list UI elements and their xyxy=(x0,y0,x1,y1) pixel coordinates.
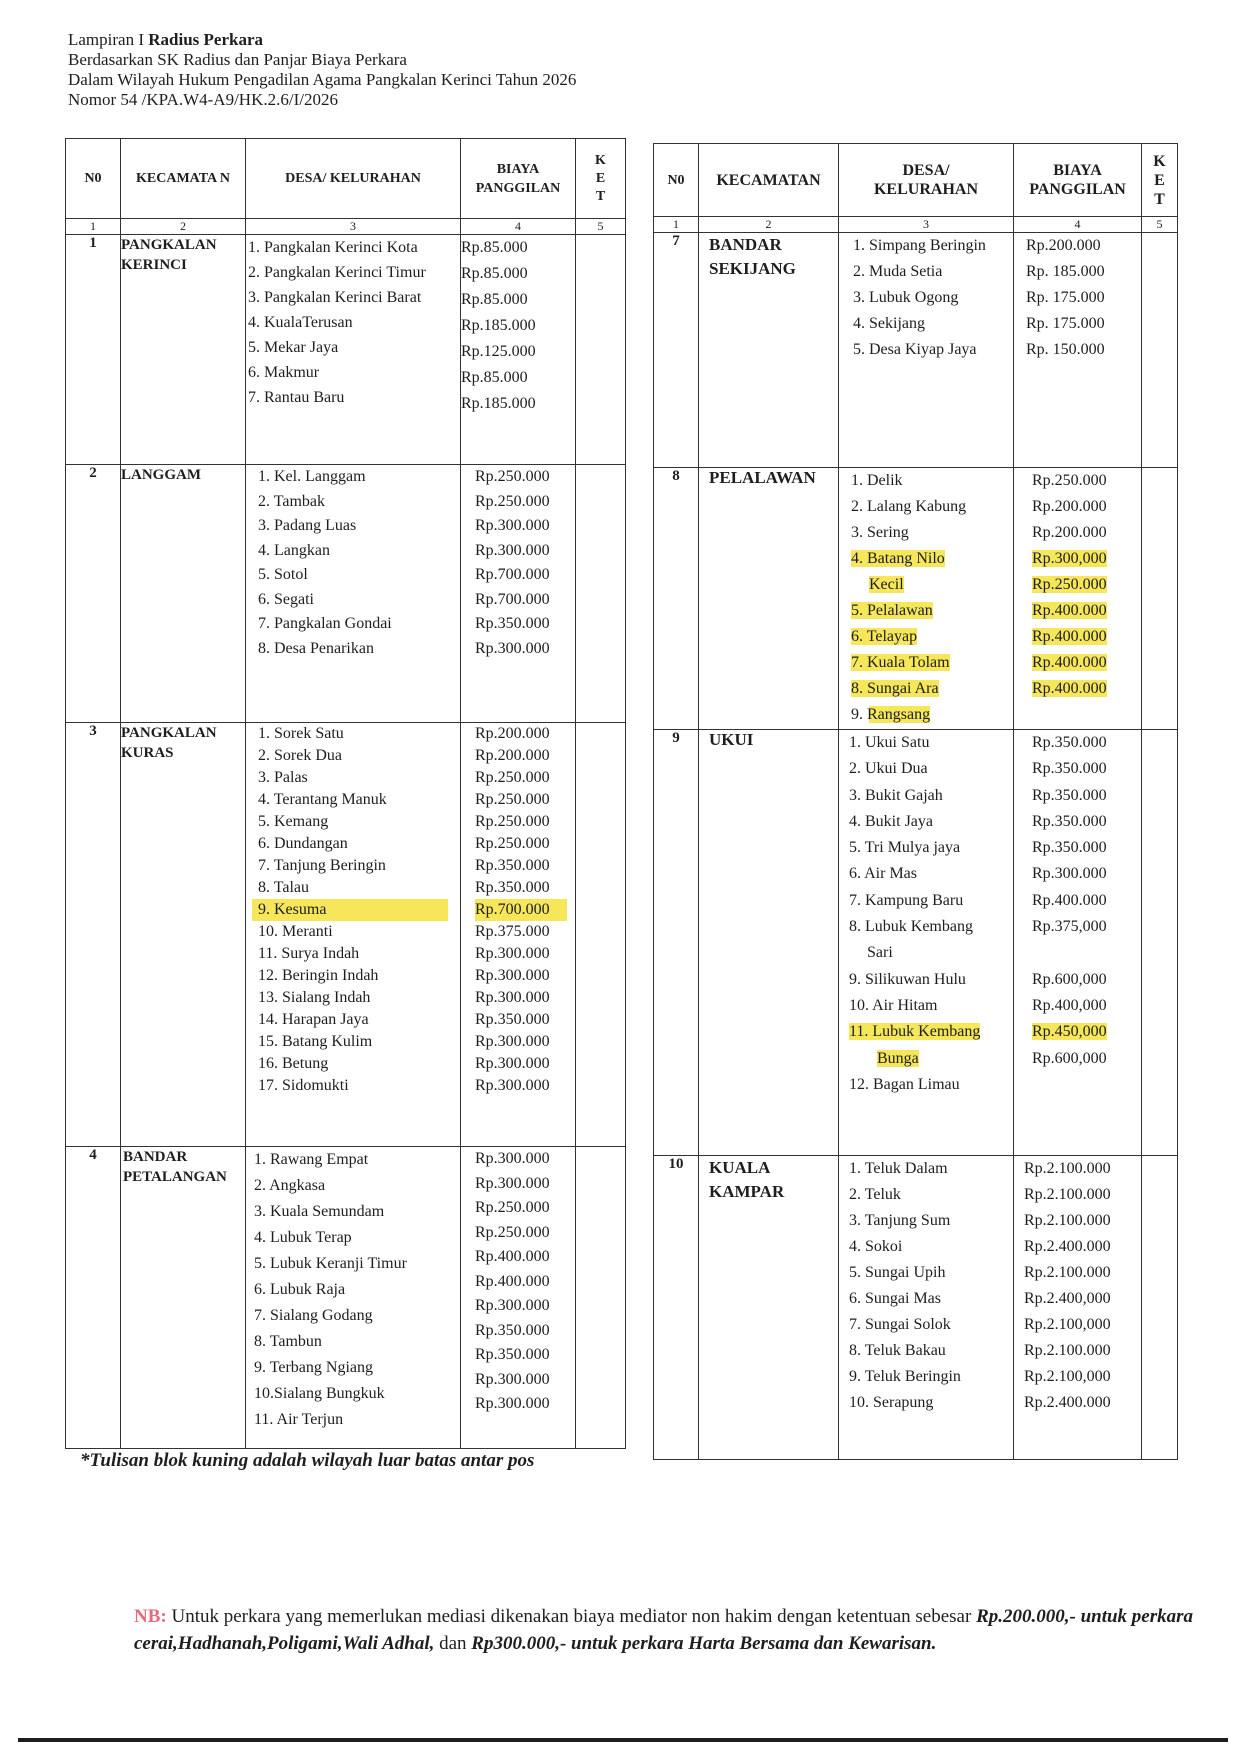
bottom-rule xyxy=(18,1738,1228,1742)
biaya-list: Rp.250.000 Rp.200.000 Rp.200.000 Rp.300,000 Rp.250.000 Rp.400.000 Rp.400.000 Rp.400.000 Rp.400.000 xyxy=(1014,468,1142,730)
highlighted-biaya: Rp.700.000 xyxy=(475,899,567,921)
biaya-list: Rp.250.000 Rp.250.000 Rp.300.000 Rp.300.000 Rp.700.000 Rp.700.000 Rp.350.000 Rp.300.000 xyxy=(461,465,576,723)
highlighted-desa: 8. Sungai Ara xyxy=(851,680,939,697)
biaya-list: Rp.350.000 Rp.350.000 Rp.350.000 Rp.350.000 Rp.350.000 Rp.300.000 Rp.400.000 Rp.375,000 Rp.600,000 Rp.400,000 Rp.450,000 Rp.600,000 xyxy=(1014,730,1142,1156)
highlighted-biaya: Rp.400.000 xyxy=(1032,654,1107,671)
highlighted-desa: 9. Kesuma xyxy=(252,899,448,921)
table-row: 2 LANGGAM 1. Kel. Langgam 2. Tambak 3. Padang Luas 4. Langkan 5. Sotol 6. Segati 7. Pangkalan Gondai 8. Desa Penarikan Rp.250.000 Rp.250.000 Rp.300.000 Rp.300.000 Rp.700.000 Rp.700.000 Rp.350.000 Rp.300.000 xyxy=(66,465,626,723)
table-row: 8 PELALAWAN 1. Delik 2. Lalang Kabung 3. Sering 4. Batang Nilo Kecil 5. Pelalawan 6. Telayap 7. Kuala Tolam 8. Sungai Ara 9. Rangsang Rp.250.000 Rp.200.000 Rp.200.000 Rp.300,000 Rp.250.000 Rp.400.000 Rp.400.000 Rp.400.000 Rp.400.000 xyxy=(654,468,1178,730)
nb-label: NB: xyxy=(134,1606,167,1627)
highlighted-biaya: Rp.450,000 xyxy=(1032,1023,1107,1041)
desa-list: 1. Delik 2. Lalang Kabung 3. Sering 4. Batang Nilo Kecil 5. Pelalawan 6. Telayap 7. Kuala Tolam 8. Sungai Ara 9. Rangsang xyxy=(839,468,1014,730)
header-line-3: Dalam Wilayah Hukum Pengadilan Agama Pangkalan Kerinci Tahun 2026 xyxy=(68,70,577,89)
header-biaya: BIAYA PANGGILAN xyxy=(461,139,576,219)
highlighted-desa: 4. Batang Nilo xyxy=(851,550,945,567)
highlighted-biaya: Rp.400.000 xyxy=(1032,628,1107,645)
right-radius-table xyxy=(653,143,1178,1460)
biaya-list: Rp.85.000 Rp.85.000 Rp.85.000 Rp.185.000 Rp.125.000 Rp.85.000 Rp.185.000 xyxy=(461,235,576,465)
desa-list: 1. Sorek Satu 2. Sorek Dua 3. Palas 4. Terantang Manuk 5. Kemang 6. Dundangan 7. Tanjung Beringin 8. Talau 9. Kesuma 10. Meranti 11. Surya Indah 12. Beringin Indah 13. Sialang Indah 14. Harapan Jaya 15. Batang Kulim 16. Betung 17. Sidomukti xyxy=(246,723,461,1147)
column-index-row: 1 2 3 4 5 xyxy=(66,219,626,235)
biaya-list: Rp.200.000 Rp. 185.000 Rp. 175.000 Rp. 175.000 Rp. 150.000 xyxy=(1014,233,1142,468)
highlighted-desa: 5. Pelalawan xyxy=(851,602,933,619)
table-row: 3 PANGKALAN KURAS 1. Sorek Satu 2. Sorek Dua 3. Palas 4. Terantang Manuk 5. Kemang 6. Dundangan 7. Tanjung Beringin 8. Talau 9. Kesuma 10. Meranti 11. Surya Indah 12. Beringin Indah 13. Sialang Indah 14. Harapan Jaya 15. Batang Kulim 16. Betung 17. Sidomukti Rp.200.000 Rp.200.000 Rp.250.000 Rp.250.000 Rp.250.000 Rp.250.000 Rp.350.000 Rp.350.000 Rp.700.000 Rp.375.000 Rp.300.000 Rp.300.000 Rp.300.000 Rp.350.000 Rp.300.000 Rp.300.000 Rp.300.000 xyxy=(66,723,626,1147)
nb-note: NB: Untuk perkara yang memerlukan mediasi dikenakan biaya mediator non hakim dengan ketentuan sebesar Rp.200.000,- untuk perkara cerai,Hadhanah,Poligami,Wali Adhal, dan Rp300.000,- untuk perkara Harta Bersama dan Kewarisan. xyxy=(134,1606,1194,1654)
header-desa: DESA/ KELURAHAN xyxy=(246,139,461,219)
highlighted-desa: 9. Rangsang xyxy=(851,706,931,723)
header-line-1: Lampiran I Radius Perkara xyxy=(68,30,263,49)
header-kecamatan: KECAMATAN xyxy=(699,144,839,217)
left-radius-table xyxy=(65,138,626,1449)
table-row: 10 KUALA KAMPAR 1. Teluk Dalam 2. Teluk 3. Tanjung Sum 4. Sokoi 5. Sungai Upih 6. Sungai Mas 7. Sungai Solok 8. Teluk Bakau 9. Teluk Beringin 10. Serapung Rp.2.100.000 Rp.2.100.000 Rp.2.100.000 Rp.2.400.000 Rp.2.100.000 Rp.2.400,000 Rp.2.100,000 Rp.2.100.000 Rp.2.100,000 Rp.2.400.000 xyxy=(654,1156,1178,1460)
header-no: N0 xyxy=(66,139,121,219)
highlighted-desa: Kecil xyxy=(869,576,904,593)
highlighted-biaya: Rp.400.000 xyxy=(1032,602,1107,619)
highlighted-biaya: Rp.300,000 xyxy=(1032,550,1107,567)
header-biaya: BIAYA PANGGILAN xyxy=(1014,144,1142,217)
table-row: 9 UKUI 1. Ukui Satu 2. Ukui Dua 3. Bukit Gajah 4. Bukit Jaya 5. Tri Mulya jaya 6. Air Mas 7. Kampung Baru 8. Lubuk Kembang Sari 9. Silikuwan Hulu 10. Air Hitam 11. Lubuk Kembang Bunga 12. Bagan Limau Rp.350.000 Rp.350.000 Rp.350.000 Rp.350.000 Rp.350.000 Rp.300.000 Rp.400.000 Rp.375,000 Rp.600,000 Rp.400,000 Rp.450,000 Rp.600,000 xyxy=(654,730,1178,1156)
table-row: 1 PANGKALAN KERINCI 1. Pangkalan Kerinci Kota 2. Pangkalan Kerinci Timur 3. Pangkalan Kerinci Barat 4. KualaTerusan 5. Mekar Jaya 6. Makmur 7. Rantau Baru Rp.85.000 Rp.85.000 Rp.85.000 Rp.185.000 Rp.125.000 Rp.85.000 Rp.185.000 xyxy=(66,235,626,465)
header-ket: K E T xyxy=(1142,144,1178,217)
header-kecamatan: KECAMATA N xyxy=(121,139,246,219)
desa-list: 1. Simpang Beringin 2. Muda Setia 3. Lubuk Ogong 4. Sekijang 5. Desa Kiyap Jaya xyxy=(839,233,1014,468)
desa-list: 1. Rawang Empat 2. Angkasa 3. Kuala Semundam 4. Lubuk Terap 5. Lubuk Keranji Timur 6. Lubuk Raja 7. Sialang Godang 8. Tambun 9. Terbang Ngiang 10.Sialang Bungkuk 11. Air Terjun xyxy=(246,1147,461,1449)
highlighted-desa: 7. Kuala Tolam xyxy=(851,654,950,671)
biaya-list: Rp.200.000 Rp.200.000 Rp.250.000 Rp.250.000 Rp.250.000 Rp.250.000 Rp.350.000 Rp.350.000 Rp.700.000 Rp.375.000 Rp.300.000 Rp.300.000 Rp.300.000 Rp.350.000 Rp.300.000 Rp.300.000 Rp.300.000 xyxy=(461,723,576,1147)
table-row: 7 BANDAR SEKIJANG 1. Simpang Beringin 2. Muda Setia 3. Lubuk Ogong 4. Sekijang 5. Desa Kiyap Jaya Rp.200.000 Rp. 185.000 Rp. 175.000 Rp. 175.000 Rp. 150.000 xyxy=(654,233,1178,468)
document-header xyxy=(68,30,576,110)
table-row: 4 BANDAR PETALANGAN 1. Rawang Empat 2. Angkasa 3. Kuala Semundam 4. Lubuk Terap 5. Lubuk Keranji Timur 6. Lubuk Raja 7. Sialang Godang 8. Tambun 9. Terbang Ngiang 10.Sialang Bungkuk 11. Air Terjun Rp.300.000 Rp.300.000 Rp.250.000 Rp.250.000 Rp.400.000 Rp.400.000 Rp.300.000 Rp.350.000 Rp.350.000 Rp.300.000 Rp.300.000 xyxy=(66,1147,626,1449)
header-ket: K E T xyxy=(576,139,626,219)
header-no: N0 xyxy=(654,144,699,217)
column-index-row: 1 2 3 4 5 xyxy=(654,217,1178,233)
desa-list: 1. Teluk Dalam 2. Teluk 3. Tanjung Sum 4. Sokoi 5. Sungai Upih 6. Sungai Mas 7. Sungai Solok 8. Teluk Bakau 9. Teluk Beringin 10. Serapung xyxy=(839,1156,1014,1460)
footnote: *Tulisan blok kuning adalah wilayah luar batas antar pos xyxy=(80,1450,535,1471)
desa-list: 1. Kel. Langgam 2. Tambak 3. Padang Luas 4. Langkan 5. Sotol 6. Segati 7. Pangkalan Gondai 8. Desa Penarikan xyxy=(246,465,461,723)
header-desa: DESA/ KELURAHAN xyxy=(839,144,1014,217)
highlighted-desa: Bunga xyxy=(877,1049,919,1067)
highlighted-biaya: Rp.400.000 xyxy=(1032,680,1107,697)
biaya-list: Rp.300.000 Rp.300.000 Rp.250.000 Rp.250.000 Rp.400.000 Rp.400.000 Rp.300.000 Rp.350.000 Rp.350.000 Rp.300.000 Rp.300.000 xyxy=(461,1147,576,1449)
highlighted-biaya: Rp.250.000 xyxy=(1032,576,1107,593)
highlighted-desa: 11. Lubuk Kembang xyxy=(849,1023,981,1041)
biaya-list: Rp.2.100.000 Rp.2.100.000 Rp.2.100.000 Rp.2.400.000 Rp.2.100.000 Rp.2.400,000 Rp.2.100,000 Rp.2.100.000 Rp.2.100,000 Rp.2.400.000 xyxy=(1014,1156,1142,1460)
desa-list: 1. Ukui Satu 2. Ukui Dua 3. Bukit Gajah 4. Bukit Jaya 5. Tri Mulya jaya 6. Air Mas 7. Kampung Baru 8. Lubuk Kembang Sari 9. Silikuwan Hulu 10. Air Hitam 11. Lubuk Kembang Bunga 12. Bagan Limau xyxy=(839,730,1014,1156)
desa-list: 1. Pangkalan Kerinci Kota 2. Pangkalan Kerinci Timur 3. Pangkalan Kerinci Barat 4. KualaTerusan 5. Mekar Jaya 6. Makmur 7. Rantau Baru xyxy=(246,235,461,465)
header-line-4: Nomor 54 /KPA.W4-A9/HK.2.6/I/2026 xyxy=(68,90,338,109)
highlighted-desa: 6. Telayap xyxy=(851,628,918,645)
header-line-2: Berdasarkan SK Radius dan Panjar Biaya Perkara xyxy=(68,50,407,69)
